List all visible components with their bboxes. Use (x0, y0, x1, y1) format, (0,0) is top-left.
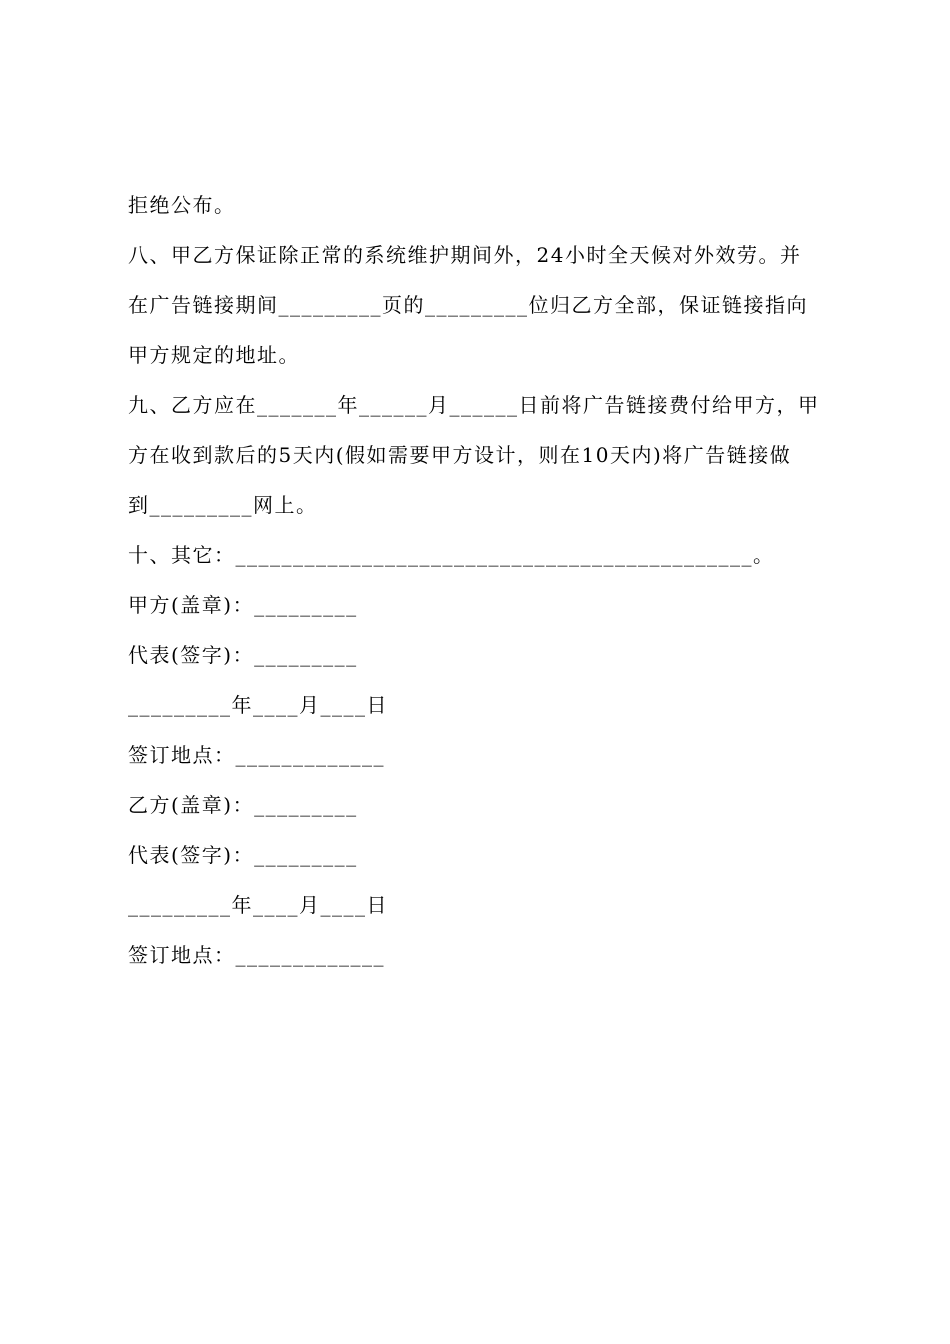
party-b-representative: 代表(签字)：_________ (128, 843, 358, 867)
clause-8-line-2: 在广告链接期间_________页的_________位归乙方全部，保证链接指向 (128, 293, 808, 317)
clause-9-line-3: 到_________网上。 (128, 493, 318, 517)
party-a-representative: 代表(签字)：_________ (128, 643, 358, 667)
party-b-date: _________年____月____日 (128, 893, 388, 917)
clause-9-line-2: 方在收到款后的5天内(假如需要甲方设计，则在10天内)将广告链接做 (128, 443, 792, 467)
clause-8-line-3: 甲方规定的地址。 (128, 343, 300, 367)
clause-8-line-1: 八、甲乙方保证除正常的系统维护期间外，24小时全天候对外效劳。并 (128, 243, 802, 267)
party-b-seal: 乙方(盖章)：_________ (128, 793, 358, 817)
party-b-signing-place: 签订地点：_____________ (128, 943, 385, 967)
party-a-seal: 甲方(盖章)：_________ (128, 593, 358, 617)
clause-7-end: 拒绝公布。 (128, 193, 236, 217)
party-a-date: _________年____月____日 (128, 693, 388, 717)
clause-10: 十、其它：_____________________________________________。 (128, 543, 775, 567)
party-a-signing-place: 签订地点：_____________ (128, 743, 385, 767)
clause-9-line-1: 九、乙方应在_______年______月______日前将广告链接费付给甲方，甲 (128, 393, 820, 417)
